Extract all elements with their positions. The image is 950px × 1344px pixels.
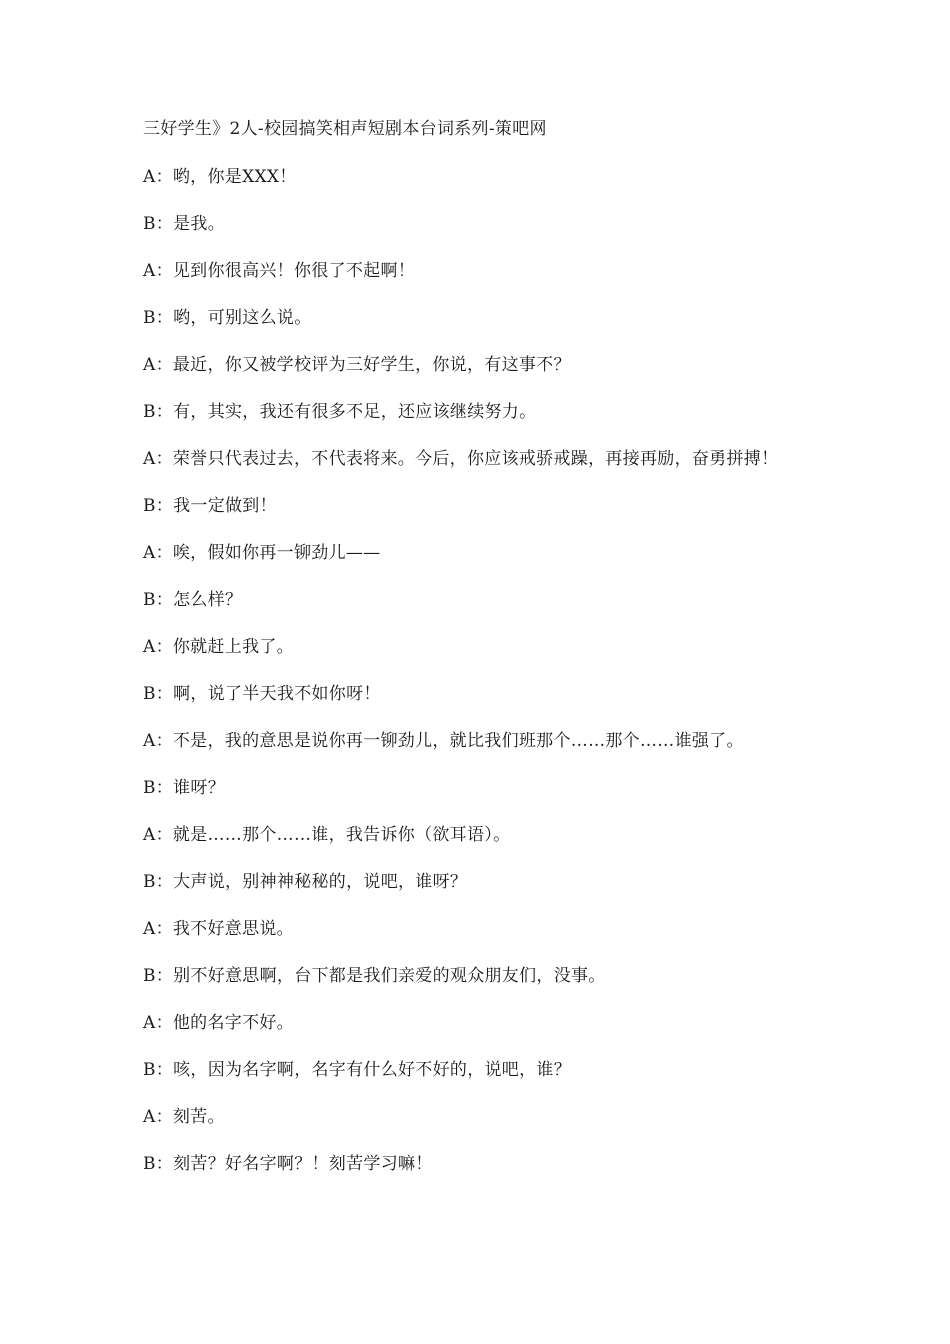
dialogue-line-19: A：他的名字不好。 <box>143 1013 294 1033</box>
dialogue-line-14: B：谁呀？ <box>143 778 225 798</box>
document-title: 三好学生》2人-校园搞笑相声短剧本台词系列-策吧网 <box>143 119 547 139</box>
dialogue-line-21: A：刻苦。 <box>143 1107 225 1127</box>
dialogue-line-7: A：荣誉只代表过去，不代表将来。今后，你应该戒骄戒躁，再接再励，奋勇拼搏！ <box>143 449 779 469</box>
dialogue-line-22: B：刻苦？好名字啊？！刻苦学习嘛！ <box>143 1154 433 1174</box>
dialogue-line-4: B：哟，可别这么说。 <box>143 308 312 328</box>
dialogue-line-8: B：我一定做到！ <box>143 496 277 516</box>
dialogue-line-13: A：不是，我的意思是说你再一铆劲儿，就比我们班那个……那个……谁强了。 <box>143 731 744 751</box>
dialogue-line-18: B：别不好意思啊，台下都是我们亲爱的观众朋友们，没事。 <box>143 966 606 986</box>
dialogue-line-20: B：咳，因为名字啊，名字有什么好不好的，说吧，谁？ <box>143 1060 571 1080</box>
document-body <box>143 116 813 1198</box>
dialogue-line-9: A：唉，假如你再一铆劲儿—— <box>143 543 381 563</box>
dialogue-line-16: B：大声说，别神神秘秘的，说吧，谁呀？ <box>143 872 468 892</box>
dialogue-line-10: B：怎么样？ <box>143 590 243 610</box>
dialogue-line-6: B：有，其实，我还有很多不足，还应该继续努力。 <box>143 402 537 422</box>
dialogue-line-12: B：啊，说了半天我不如你呀！ <box>143 684 381 704</box>
dialogue-line-15: A：就是……那个……谁，我告诉你（欲耳语）。 <box>143 825 511 845</box>
dialogue-line-5: A：最近，你又被学校评为三好学生，你说，有这事不？ <box>143 355 571 375</box>
dialogue-line-11: A：你就赶上我了。 <box>143 637 294 657</box>
dialogue-line-3: A：见到你很高兴！你很了不起啊！ <box>143 261 416 281</box>
dialogue-line-2: B：是我。 <box>143 214 225 234</box>
dialogue-line-17: A：我不好意思说。 <box>143 919 294 939</box>
dialogue-line-1: A：哟，你是XXX！ <box>143 167 297 187</box>
